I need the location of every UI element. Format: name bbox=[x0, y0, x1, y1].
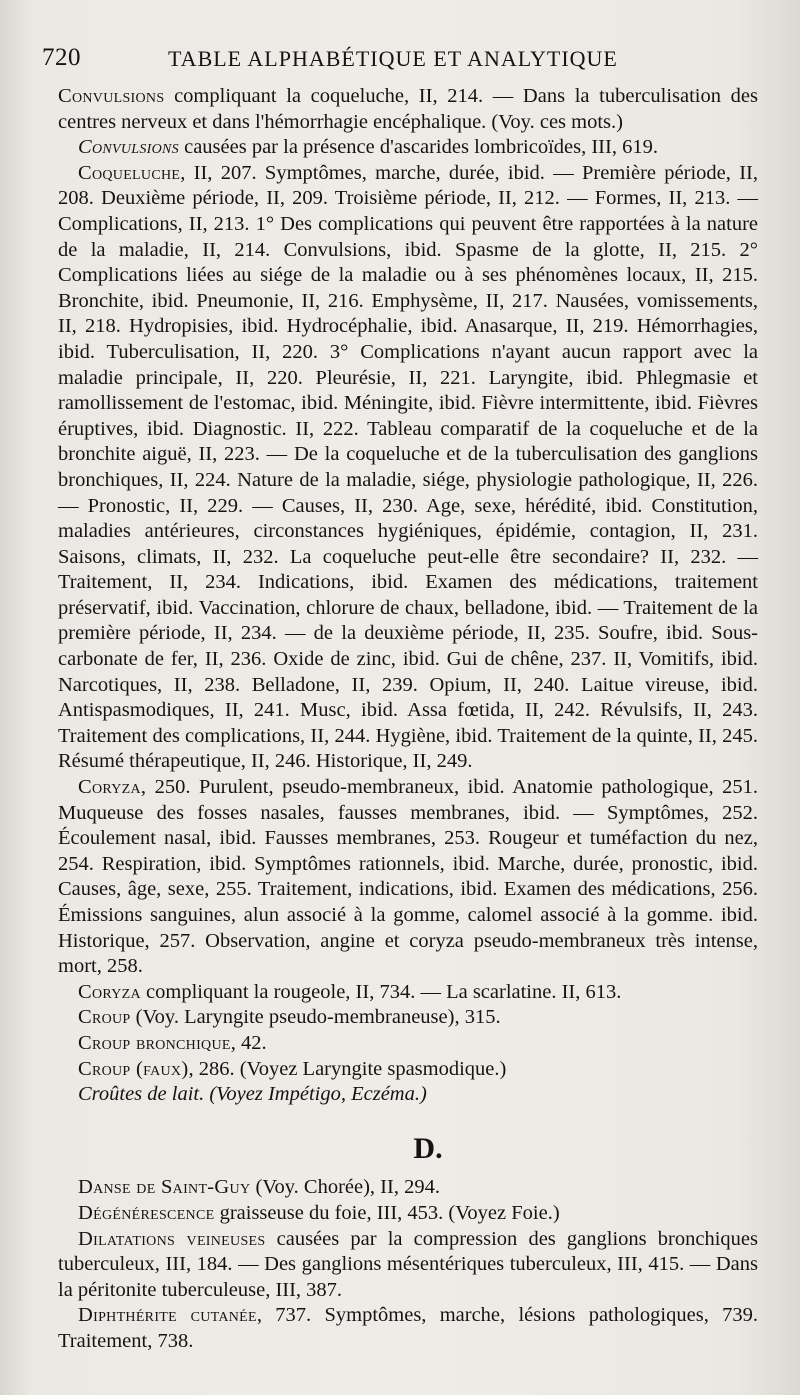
entry-head: Convulsions bbox=[78, 136, 179, 159]
entry-head: Danse de Saint-Guy bbox=[78, 1176, 251, 1199]
entry-body: compliquant la coqueluche, II, 214. — Dans la tuberculisation des centres nerveux et dans l'hémorrhagie encéphalique. (Voy. ces mots.) bbox=[58, 85, 758, 133]
entry-body: (Voy. Laryngite pseudo-membraneuse), 315. bbox=[130, 1006, 501, 1029]
entry-head: Dilatations veineuses bbox=[78, 1227, 266, 1250]
page-number: 720 bbox=[42, 44, 81, 71]
entry-body: , II, 207. Symptômes, marche, durée, ibid. — Première période, II, 208. Deuxième période, II, 209. Troisième période, II, 212. — Formes, II, 213. — Complications, II, 213. 1° Des complications qui peuvent être rapportées à la nature de la maladie, II, 214. Convulsions, ibid. Spasme de la glotte, II, 215. 2° Complications liées au siége de la maladie ou à ses phénomènes locaux, II, 215. Bronchite, ibid. Pneumonie, II, 216. Emphysème, II, 217. Nausées, vomissements, II, 218. Hydropisies, ibid. Hydrocéphalie, ibid. Anasarque, II, 219. Hémorrhagies, ibid. Tuberculisation, II, 220. 3° Complications n'ayant aucun rapport avec la maladie principale, II, 220. Pleurésie, II, 221. Laryngite, ibid. Phlegmasie et ramollissement de l'estomac, ibid. Méningite, ibid. Fièvre intermittente, ibid. Fièvres éruptives, ibid. Diagnostic. II, 222. Tableau comparatif de la coqueluche et de la bronchite aiguë, II, 223. — De la coqueluche et de la tuberculisation des ganglions bronchiques, II, 224. Nature de la maladie, siége, physiologie pathologique, II, 226. — Pronostic, II, 229. — Causes, II, 230. Age, sexe, hérédité, ibid. Constitution, maladies antérieures, circonstances hygiéniques, épidémie, contagion, II, 231. Saisons, climats, II, 232. La coqueluche peut-elle être secondaire? II, 232. — Traitement, II, 234. Indications, ibid. Examen des médications, traitement préservatif, ibid. Vaccination, chlorure de chaux, belladone, ibid. — Traitement de la première période, II, 234. — de la deuxième période, II, 235. Soufre, ibid. Sous-carbonate de fer, II, 236. Oxide de zinc, ibid. Gui de chêne, 237. II, Vomitifs, ibid. Narcotiques, II, 238. Belladone, II, 239. Opium, II, 240. Laitue vireuse, ibid. Antispasmodiques, II, 241. Musc, ibid. Assa fœtida, II, 242. Révulsifs, II, 243. Traitement des complications, II, 244. Hygiène, ibid. Traitement de la quinte, II, 245. Résumé thérapeutique, II, 246. Historique, II, 249. bbox=[58, 161, 758, 773]
running-title: TABLE ALPHABÉTIQUE ET ANALYTIQUE bbox=[168, 46, 618, 71]
entry-body: Croûtes de lait. (Voyez Impétigo, Eczéma.) bbox=[78, 1083, 427, 1106]
index-entry bbox=[58, 1082, 758, 1108]
index-entry bbox=[58, 1005, 758, 1031]
index-entry bbox=[58, 1031, 758, 1057]
index-entry bbox=[58, 1303, 758, 1354]
entry-body: compliquant la rougeole, II, 734. — La scarlatine. II, 613. bbox=[140, 980, 622, 1003]
entry-body: graisseuse du foie, III, 453. (Voyez Foie.) bbox=[214, 1201, 560, 1224]
entry-head: Coryza bbox=[78, 980, 141, 1003]
index-entry bbox=[58, 1175, 758, 1201]
page-header bbox=[40, 44, 760, 84]
entry-head: Dégénérescence bbox=[78, 1201, 215, 1224]
entry-body: (Voy. Chorée), II, 294. bbox=[250, 1176, 440, 1199]
entry-body: , 286. (Voyez Laryngite spasmodique.) bbox=[188, 1057, 507, 1080]
entry-body: , 737. Symptômes, marche, lésions pathologiques, 739. Traitement, 738. bbox=[58, 1304, 758, 1352]
entry-head: Coqueluche bbox=[78, 161, 181, 184]
index-entry bbox=[58, 161, 758, 775]
index-entry bbox=[58, 1201, 758, 1227]
entry-body: , 250. Purulent, pseudo-membraneux, ibid. Anatomie pathologique, 251. Muqueuse des fosses nasales, fausses membranes, ibid. — Symptômes, 252. Écoulement nasal, ibid. Fausses membranes, 253. Rougeur et tuméfaction du nez, 254. Respiration, ibid. Symptômes rationnels, ibid. Marche, durée, pronostic, ibid. Causes, âge, sexe, 255. Traitement, indications, ibid. Examen des médications, 256. Émissions sanguines, alun associé à la gomme, calomel associé à la gomme. ibid. Historique, 257. Observation, angine et coryza pseudo-membraneux très intense, mort, 258. bbox=[58, 776, 758, 978]
entry-head: Diphthérite cutanée bbox=[78, 1304, 257, 1327]
entry-head: Croup (faux) bbox=[78, 1057, 189, 1080]
entry-head: Croup bbox=[78, 1006, 131, 1029]
index-entry bbox=[58, 980, 758, 1006]
index-entry bbox=[58, 775, 758, 980]
entry-body: , 42. bbox=[230, 1031, 267, 1054]
entry-body: causées par la présence d'ascarides lombricoïdes, III, 619. bbox=[178, 136, 658, 159]
entry-head: Convulsions bbox=[58, 85, 165, 107]
entry-head: Coryza bbox=[78, 776, 141, 799]
section-letter: D. bbox=[413, 1131, 443, 1165]
entry-body: causées par la compression des ganglions bronchiques tuberculeux, III, 184. — Des ganglions mésentériques tuberculeux, III, 415. — Dans la péritonite tuberculeuse, III, 387. bbox=[58, 1227, 758, 1301]
entry-head: Croup bronchique bbox=[78, 1031, 231, 1054]
index-entry bbox=[58, 1227, 758, 1304]
index-entry bbox=[58, 135, 758, 161]
index-text bbox=[58, 84, 758, 1355]
index-entry bbox=[58, 84, 758, 135]
index-entry bbox=[58, 1057, 758, 1083]
